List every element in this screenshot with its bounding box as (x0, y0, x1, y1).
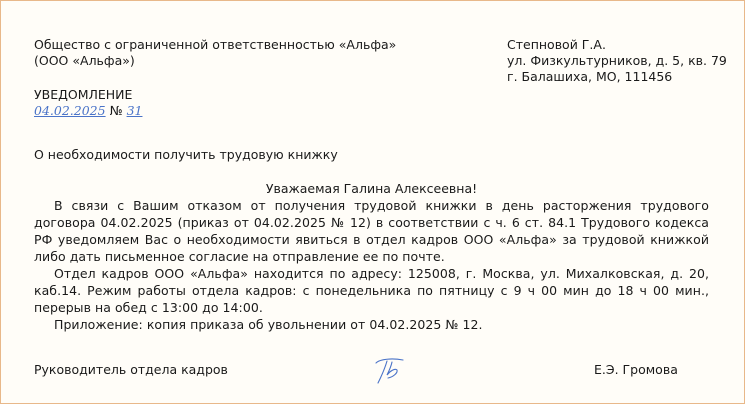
salutation: Уважаемая Галина Алексеевна! (265, 181, 478, 196)
letter-body (34, 180, 709, 333)
document-date: 04.02.2025 (34, 103, 106, 118)
document-number: 31 (126, 103, 143, 118)
handwritten-signature (370, 353, 410, 387)
recipient-address-street: ул. Физкультурников, д. 5, кв. 79 (507, 53, 727, 68)
paragraph-main: В связи с Вашим отказом от получения трудовой книжки в день расторжения трудового договора 04.02.2025 (приказ от 04.02.2025 № 12) в соответствии с ч. 6 ст. 84.1 Трудового кодекса РФ уведомляем Вас о необходимости явиться в отдел кадров ООО «Альфа» за трудовой книжкой либо дать письменное согласие на отправление ее по почте. (34, 198, 709, 264)
sender-org-short-name: (ООО «Альфа») (34, 53, 135, 68)
number-sign: № (109, 103, 123, 118)
paragraph-attachment: Приложение: копия приказа об увольнении от 04.02.2025 № 12. (54, 317, 483, 332)
signer-name: Е.Э. Громова (594, 362, 678, 377)
recipient-name: Степновой Г.А. (507, 37, 606, 52)
paragraph-address: Отдел кадров ООО «Альфа» находится по адресу: 125008, г. Москва, ул. Михалковская, д. 20, каб.14. Режим работы отдела кадров: с понедельника по пятницу с 9 ч 00 мин до 18 ч 00 мин., перерыв на обед с 13:00 до 14:00. (34, 266, 709, 315)
document-date-number (34, 102, 142, 119)
signer-title: Руководитель отдела кадров (34, 362, 228, 377)
document-type: УВЕДОМЛЕНИЕ (34, 87, 133, 102)
document-subject: О необходимости получить трудовую книжку (34, 147, 338, 162)
sender-org-name: Общество с ограниченной ответственностью «Альфа» (34, 37, 397, 52)
recipient-address-city: г. Балашиха, МО, 111456 (507, 69, 673, 84)
